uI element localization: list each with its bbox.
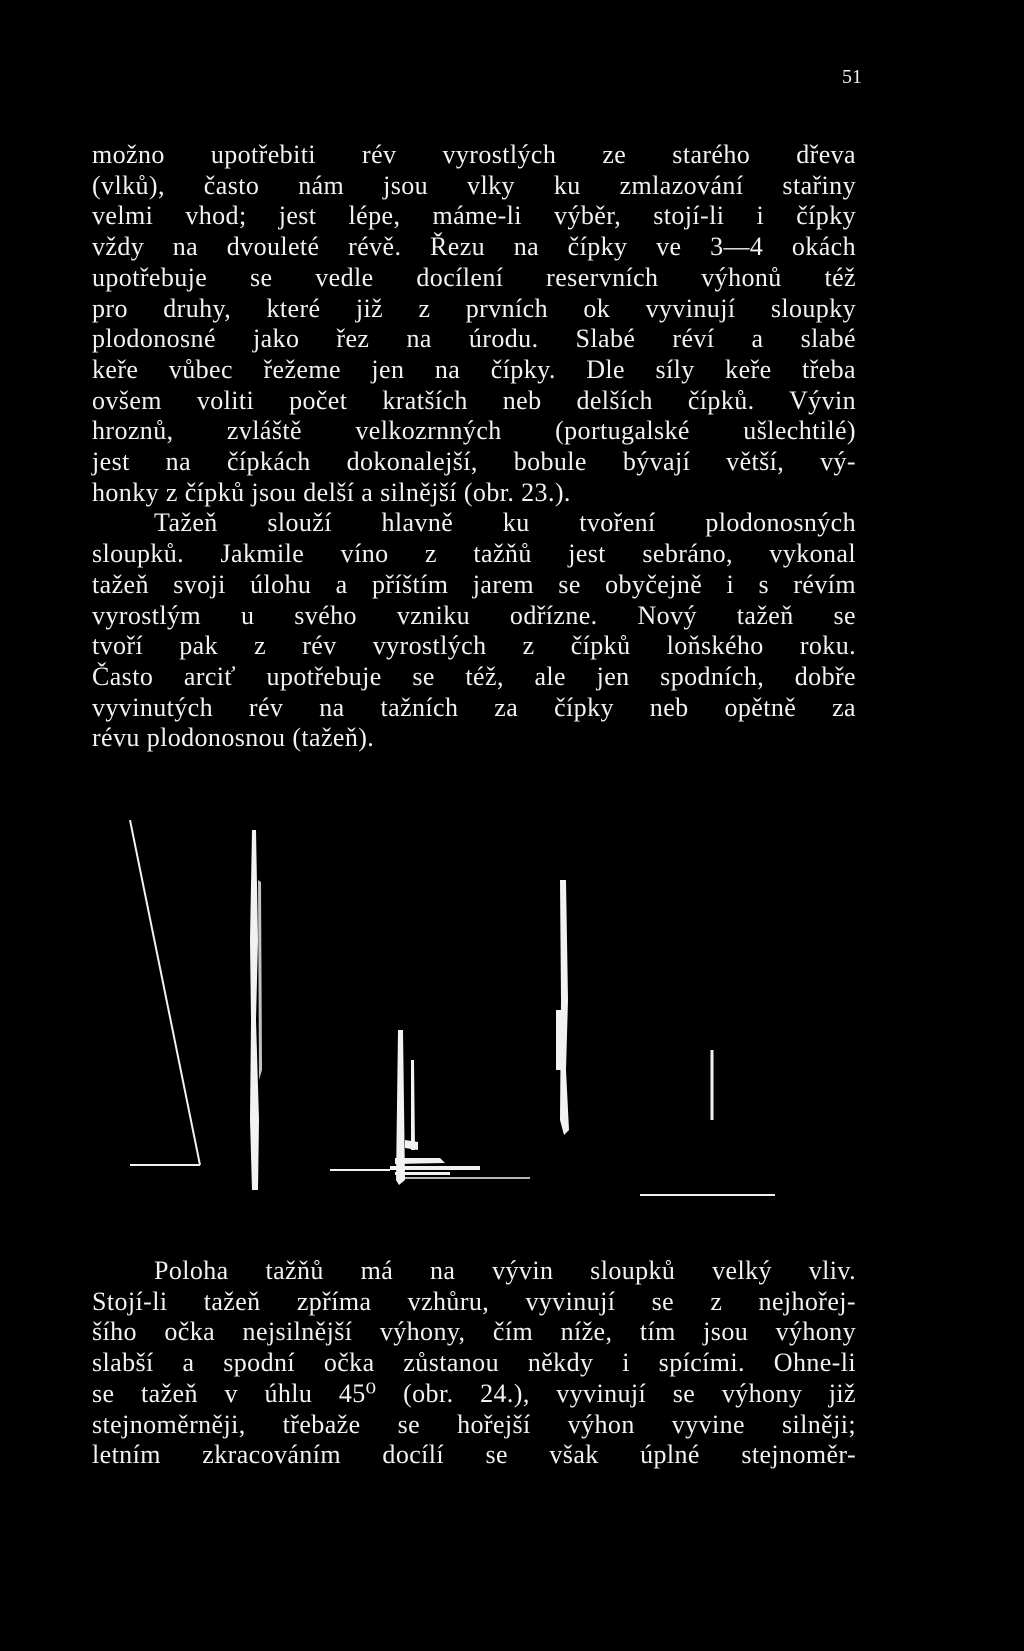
text-line: keře vůbec řežeme jen na čípky. Dle síly keře třeba [92, 354, 856, 384]
text-line: tažeň svoji úlohu a příštím jarem se obyčejně i s révím [92, 569, 856, 599]
text-line: vyrostlým u svého vzniku odřízne. Nový tažeň se [92, 600, 856, 630]
text-line: Stojí-li tažeň zpříma vzhůru, vyvinují se z nejhořej- [92, 1286, 856, 1316]
text-line: pro druhy, které již z prvních ok vyvinují sloupky [92, 293, 856, 323]
text-line: sloupků. Jakmile víno z tažňů jest sebráno, vykonal [92, 539, 856, 569]
text-line: révu plodonosnou (tažeň). [92, 723, 375, 753]
text-line: slabší a spodní očka zůstanou někdy i spícími. Ohne-li [92, 1348, 856, 1378]
figure-vine-shoots [0, 820, 1024, 1220]
text-line: upotřebuje se vedle docílení reservních výhonů též [92, 262, 856, 292]
text-line: velmi vhod; jest lépe, máme-li výběr, stojí-li i čípky [92, 201, 856, 231]
text-line: honky z čípků jsou delší a silnější (obr. 23.). [92, 477, 571, 507]
text-line: stejnoměrněji, třebaže se hořejší výhon vyvine silněji; [92, 1409, 856, 1439]
text-line: (vlků), často nám jsou vlky ku zmlazování stařiny [92, 170, 856, 200]
text-line: letním zkracováním docílí se však úplné stejnoměr- [92, 1440, 856, 1470]
text-line: jest na čípkách dokonalejší, bobule bývají větší, vý- [92, 447, 856, 477]
text-block-top [92, 140, 856, 754]
text-line: tvoří pak z rév vyrostlých z čípků loňského roku. [92, 631, 856, 661]
text-line: hroznů, zvláště velkozrnných (portugalské ušlechtilé) [92, 416, 856, 446]
text-line: plodonosné jako řez na úrodu. Slabé réví a slabé [92, 324, 856, 354]
text-line: Často arciť upotřebuje se též, ale jen spodních, dobře [92, 661, 856, 691]
text-line: se tažeň v úhlu 45⁰ (obr. 24.), vyvinují se výhony již [92, 1378, 856, 1408]
page-number: 51 [842, 66, 862, 88]
text-block-bottom [92, 1256, 856, 1471]
text-line: vyvinutých rév na tažních za čípky neb opětně za [92, 692, 856, 722]
text-line: Tažeň slouží hlavně ku tvoření plodonosných [154, 508, 856, 538]
text-line: možno upotřebiti rév vyrostlých ze starého dřeva [92, 140, 856, 169]
text-line: šího očka nejsilnější výhony, čím níže, tím jsou výhony [92, 1317, 856, 1347]
text-line: ovšem voliti počet kratších neb delších čípků. Vývin [92, 385, 856, 415]
vine-shoots-diagram-icon [0, 820, 1024, 1220]
text-line: vždy na dvouleté révě. Řezu na čípky ve 3—4 okách [92, 232, 856, 262]
text-line: Poloha tažňů má na vývin sloupků velký vliv. [154, 1256, 856, 1285]
